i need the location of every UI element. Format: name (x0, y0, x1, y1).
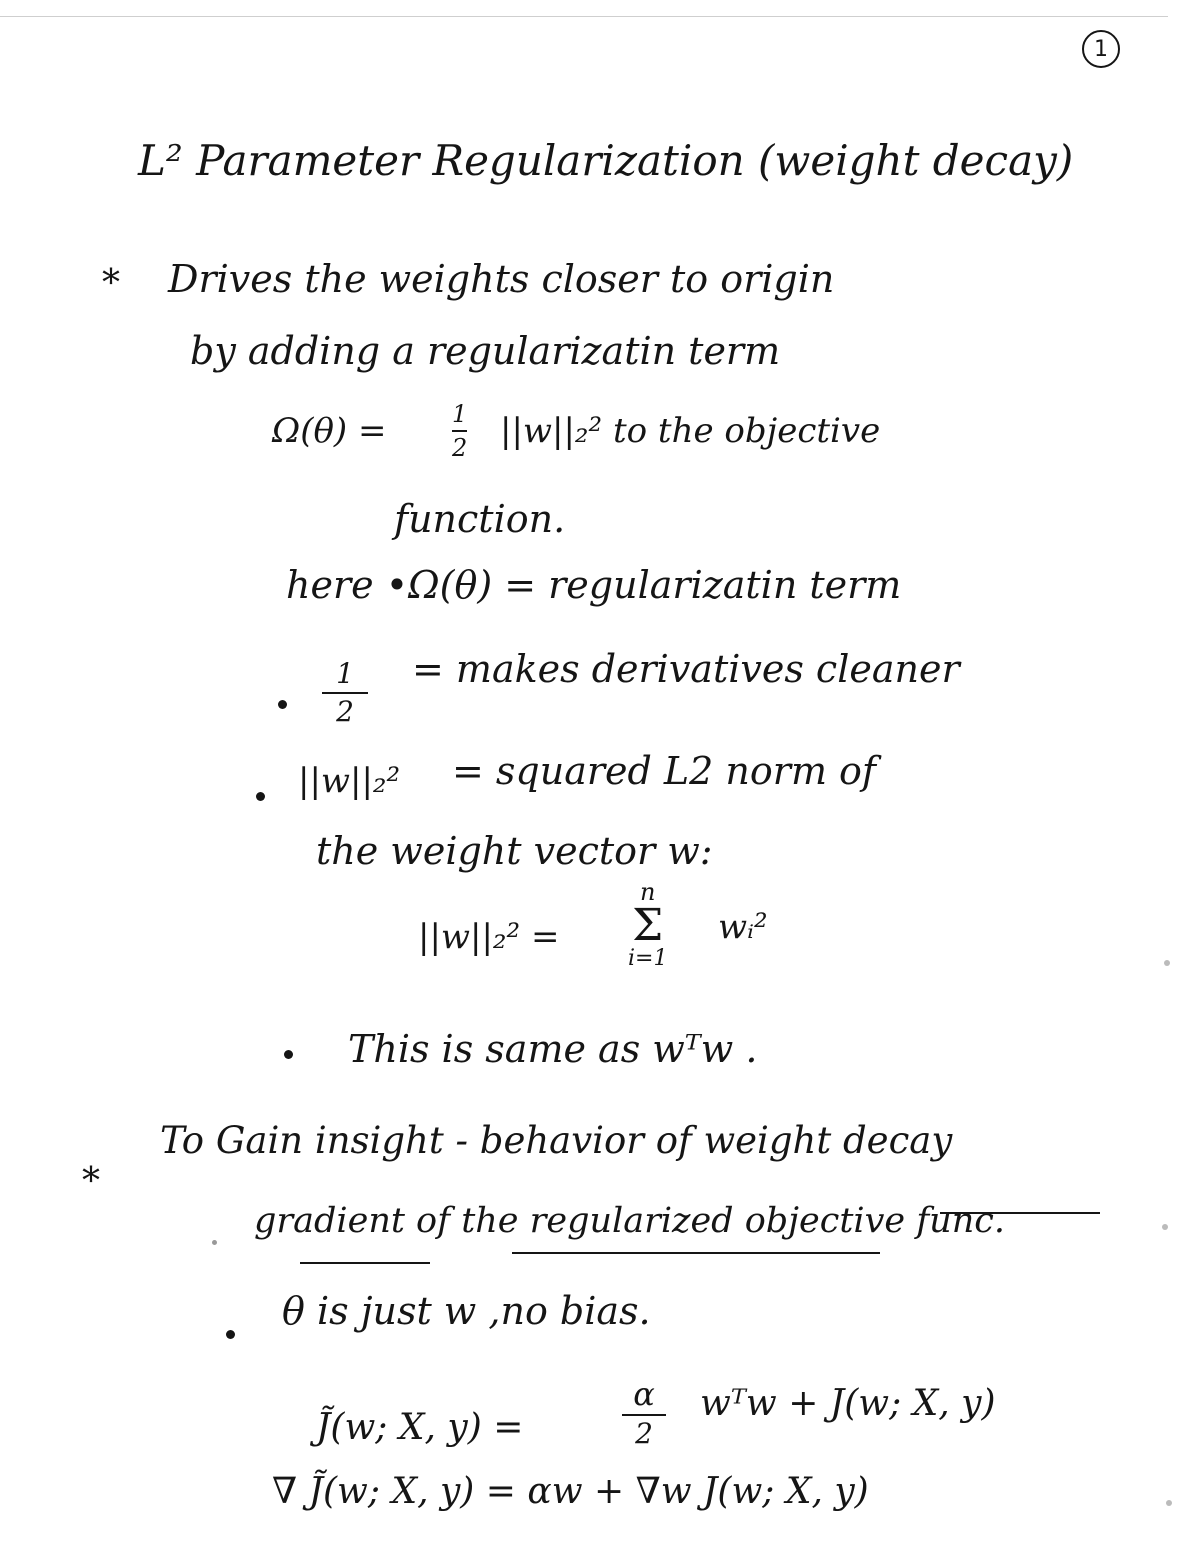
section1-bullet: * (102, 263, 120, 304)
sum-lower-limit: i=1 (628, 946, 668, 971)
half-bar (322, 692, 368, 694)
theta-line: θ is just w ,no bias. (282, 1289, 651, 1333)
sigma-symbol: Σ (632, 900, 664, 951)
bullet-dot (284, 1050, 293, 1059)
page-title: L² Parameter Regularization (weight decay) (138, 136, 1074, 185)
alpha-fraction (622, 1375, 666, 1450)
norm-lhs: ||w||₂² (298, 761, 401, 801)
gradient-line: gradient of the regularized objective func. (254, 1201, 1005, 1241)
section1-line4: function. (394, 497, 566, 541)
bullet-dot (278, 700, 287, 709)
alpha-bar (622, 1414, 666, 1416)
gradient-equation: ∇ J̃(w; X, y) = αw + ∇w J(w; X, y) (272, 1471, 869, 1512)
norm-line2: the weight vector w: (316, 829, 713, 873)
bullet-dot (256, 792, 265, 801)
gain-insight-line: To Gain insight - behavior of weight decay (160, 1119, 953, 1162)
norm-description: = squared L2 norm of (452, 749, 876, 793)
section1-line1: Drives the weights closer to origin (168, 257, 835, 301)
half-fraction (322, 657, 368, 728)
scan-speck (1162, 1224, 1168, 1230)
sum-upper-limit: n (640, 878, 656, 906)
half-description: = makes derivatives cleaner (412, 647, 960, 691)
alpha-numerator: α (633, 1375, 655, 1413)
fraction-bar (452, 430, 467, 432)
same-as-line: This is same as wᵀw . (348, 1027, 758, 1071)
section1-line2: by adding a regularizatin term (190, 329, 781, 373)
here-line: here •Ω(θ) = regularizatin term (286, 563, 902, 607)
sum-lhs: ||w||₂² = (418, 917, 560, 957)
omega-rhs: ||w||₂² to the objective (500, 411, 881, 451)
omega-fraction (452, 402, 467, 460)
objective-rhs: wᵀw + J(w; X, y) (700, 1383, 996, 1424)
fraction-denominator: 2 (452, 434, 468, 462)
small-dot (212, 1240, 217, 1245)
half-denominator: 2 (336, 695, 354, 728)
omega-lhs: Ω(θ) = (272, 411, 387, 451)
page-number: 1 (1082, 30, 1120, 68)
alpha-denominator: 2 (635, 1417, 653, 1450)
sum-term: wᵢ² (718, 907, 768, 947)
objective-func-underline (940, 1212, 1100, 1214)
regularized-underline (512, 1252, 880, 1254)
half-numerator: 1 (336, 657, 354, 690)
scan-speck (1164, 960, 1170, 966)
page-top-edge (0, 16, 1168, 17)
summation (628, 880, 667, 970)
scan-speck (1166, 1500, 1172, 1506)
fraction-numerator: 1 (452, 400, 468, 428)
objective-lhs: J̃(w; X, y) = (316, 1407, 524, 1448)
gradient-underline (300, 1262, 430, 1264)
bullet-dot (226, 1330, 235, 1339)
section2-bullet: * (82, 1161, 100, 1202)
